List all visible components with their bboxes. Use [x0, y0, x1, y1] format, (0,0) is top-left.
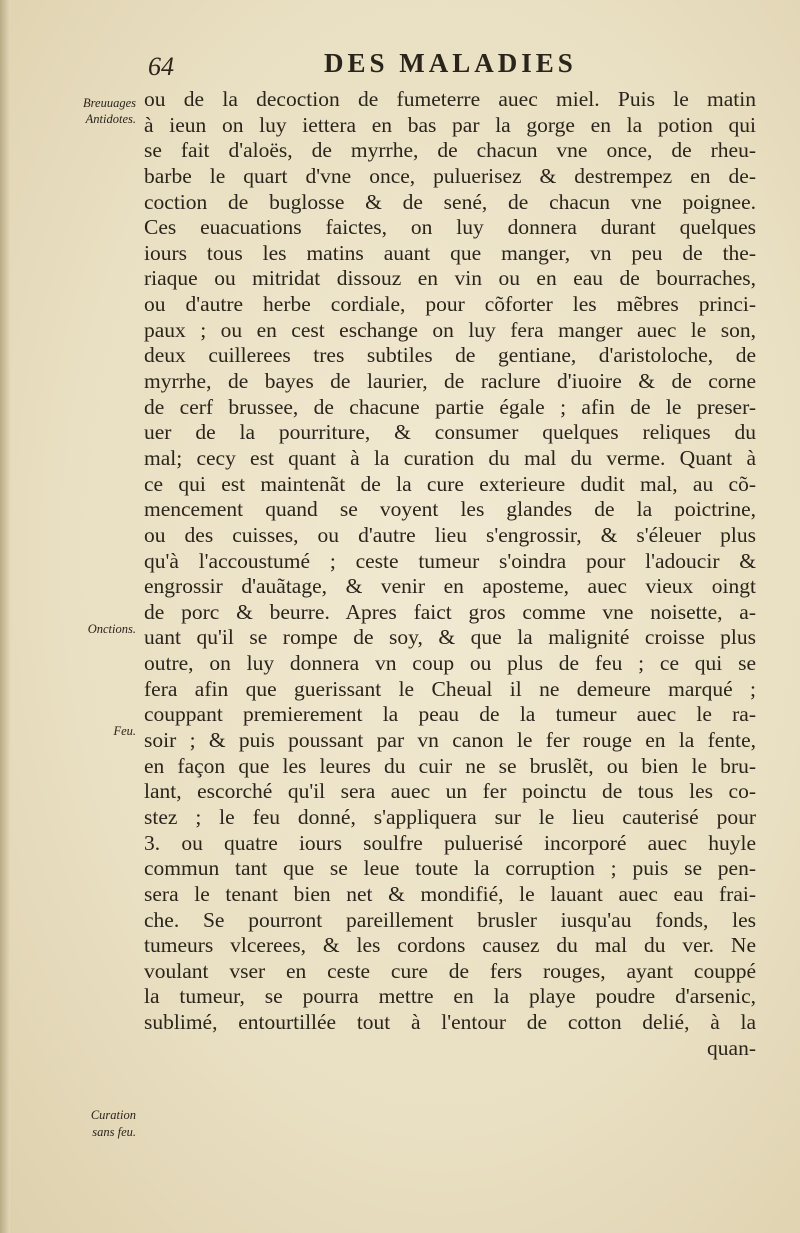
text-line: qu'à l'accoustumé ; ceste tumeur s'oindra pour l'adoucir &: [144, 548, 756, 573]
text-line: coction de buglosse & de sené, de chacun vne poignee.: [144, 189, 756, 214]
text-line: soir ; & puis poussant par vn canon le fer rouge en la fente,: [144, 728, 756, 753]
margin-note-antidotes: Antidotes.: [85, 112, 136, 126]
text-line: paux ; ou en cest eschange on luy fera manger auec le son,: [144, 317, 756, 342]
text-line: ou de la decoction de fumeterre auec miel. Puis le matin: [144, 87, 756, 111]
text-line: ou d'autre herbe cordiale, pour cõforter les mẽbres princi-: [144, 292, 756, 317]
margin-note-breuuages: Breuuages: [83, 96, 136, 110]
text-line: lant, escorché qu'il sera auec un fer poinctu de tous les co-: [144, 779, 756, 804]
text-line: à ieun on luy iettera en bas par la gorge en la potion qui: [144, 112, 756, 137]
text-line: sera le tenant bien net & mondifié, le lauant auec eau frai-: [144, 881, 756, 906]
page-header: [148, 48, 708, 88]
text-line: voulant vser en ceste cure de fers rouges, ayant couppé: [144, 958, 756, 983]
text-line: 3. ou quatre iours soulfre puluerisé incorporé auec huyle: [144, 830, 756, 855]
body-text: [144, 87, 756, 1061]
text-line: fera afin que guerissant le Cheual il ne demeure marqué ;: [144, 676, 756, 701]
text-line: mal; cecy est quant à la curation du mal du verme. Quant à: [144, 445, 756, 470]
text-line: deux cuillerees tres subtiles de gentiane, d'aristoloche, de: [144, 343, 756, 368]
running-title: DES MALADIES: [324, 48, 577, 78]
text-line: myrrhe, de bayes de laurier, de raclure d'iuoire & de corne: [144, 369, 756, 394]
catchword: quan-: [707, 1035, 756, 1060]
page-number: 64: [148, 52, 174, 81]
text-line: tumeurs vlcerees, & les cordons causez du mal du ver. Ne: [144, 933, 756, 958]
margin-note-onctions: Onctions.: [87, 622, 136, 636]
margin-note-curation: Curation: [90, 1108, 136, 1122]
text-line: sublimé, entourtillée tout à l'entour de cotton delié, à la: [144, 1010, 756, 1035]
text-line: couppant premierement la peau de la tumeur auec le ra-: [144, 702, 756, 727]
text-line: stez ; le feu donné, s'appliquera sur le lieu cauterisé pour: [144, 804, 756, 829]
text-line: barbe le quart d'vne once, puluerisez & destrempez en de-: [144, 163, 756, 188]
text-line: se fait d'aloës, de myrrhe, de chacun vne once, de rheu-: [144, 138, 756, 163]
page-binding-edge: [0, 0, 10, 1233]
text-line: commun tant que se leue toute la corruption ; puis se pen-: [144, 856, 756, 881]
text-line: la tumeur, se pourra mettre en la playe poudre d'arsenic,: [144, 984, 756, 1009]
text-line: de cerf brussee, de chacune partie égale ; afin de le preser-: [144, 394, 756, 419]
margin-note-sans-feu: sans feu.: [92, 1125, 136, 1139]
text-line: ce qui est maintenãt de la cure exterieure dudit mal, au cõ-: [144, 471, 756, 496]
text-line: engrossir d'auãtage, & venir en aposteme, auec vieux oingt: [144, 574, 756, 599]
text-line: che. Se pourront pareillement brusler iusqu'au fonds, les: [144, 907, 756, 932]
text-line: uant qu'il se rompe de soy, & que la malignité croisse plus: [144, 625, 756, 650]
text-line: iours tous les matins auant que manger, vn peu de the-: [144, 240, 756, 265]
margin-note-feu: Feu.: [113, 724, 136, 738]
text-line: ou des cuisses, ou d'autre lieu s'engrossir, & s'éleuer plus: [144, 522, 756, 547]
text-line: mencement quand se voyent les glandes de la poictrine,: [144, 497, 756, 522]
text-line: de porc & beurre. Apres faict gros comme vne noisette, a-: [144, 599, 756, 624]
text-line: riaque ou mitridat dissouz en vin ou en eau de bourraches,: [144, 266, 756, 291]
text-line: outre, on luy donnera vn coup ou plus de feu ; ce qui se: [144, 651, 756, 676]
text-line: uer de la pourriture, & consumer quelques reliques du: [144, 420, 756, 445]
text-line: Ces euacuations faictes, on luy donnera durant quelques: [144, 215, 756, 240]
text-line: en façon que les leures du cuir ne se bruslẽt, ou bien le bru-: [144, 753, 756, 778]
